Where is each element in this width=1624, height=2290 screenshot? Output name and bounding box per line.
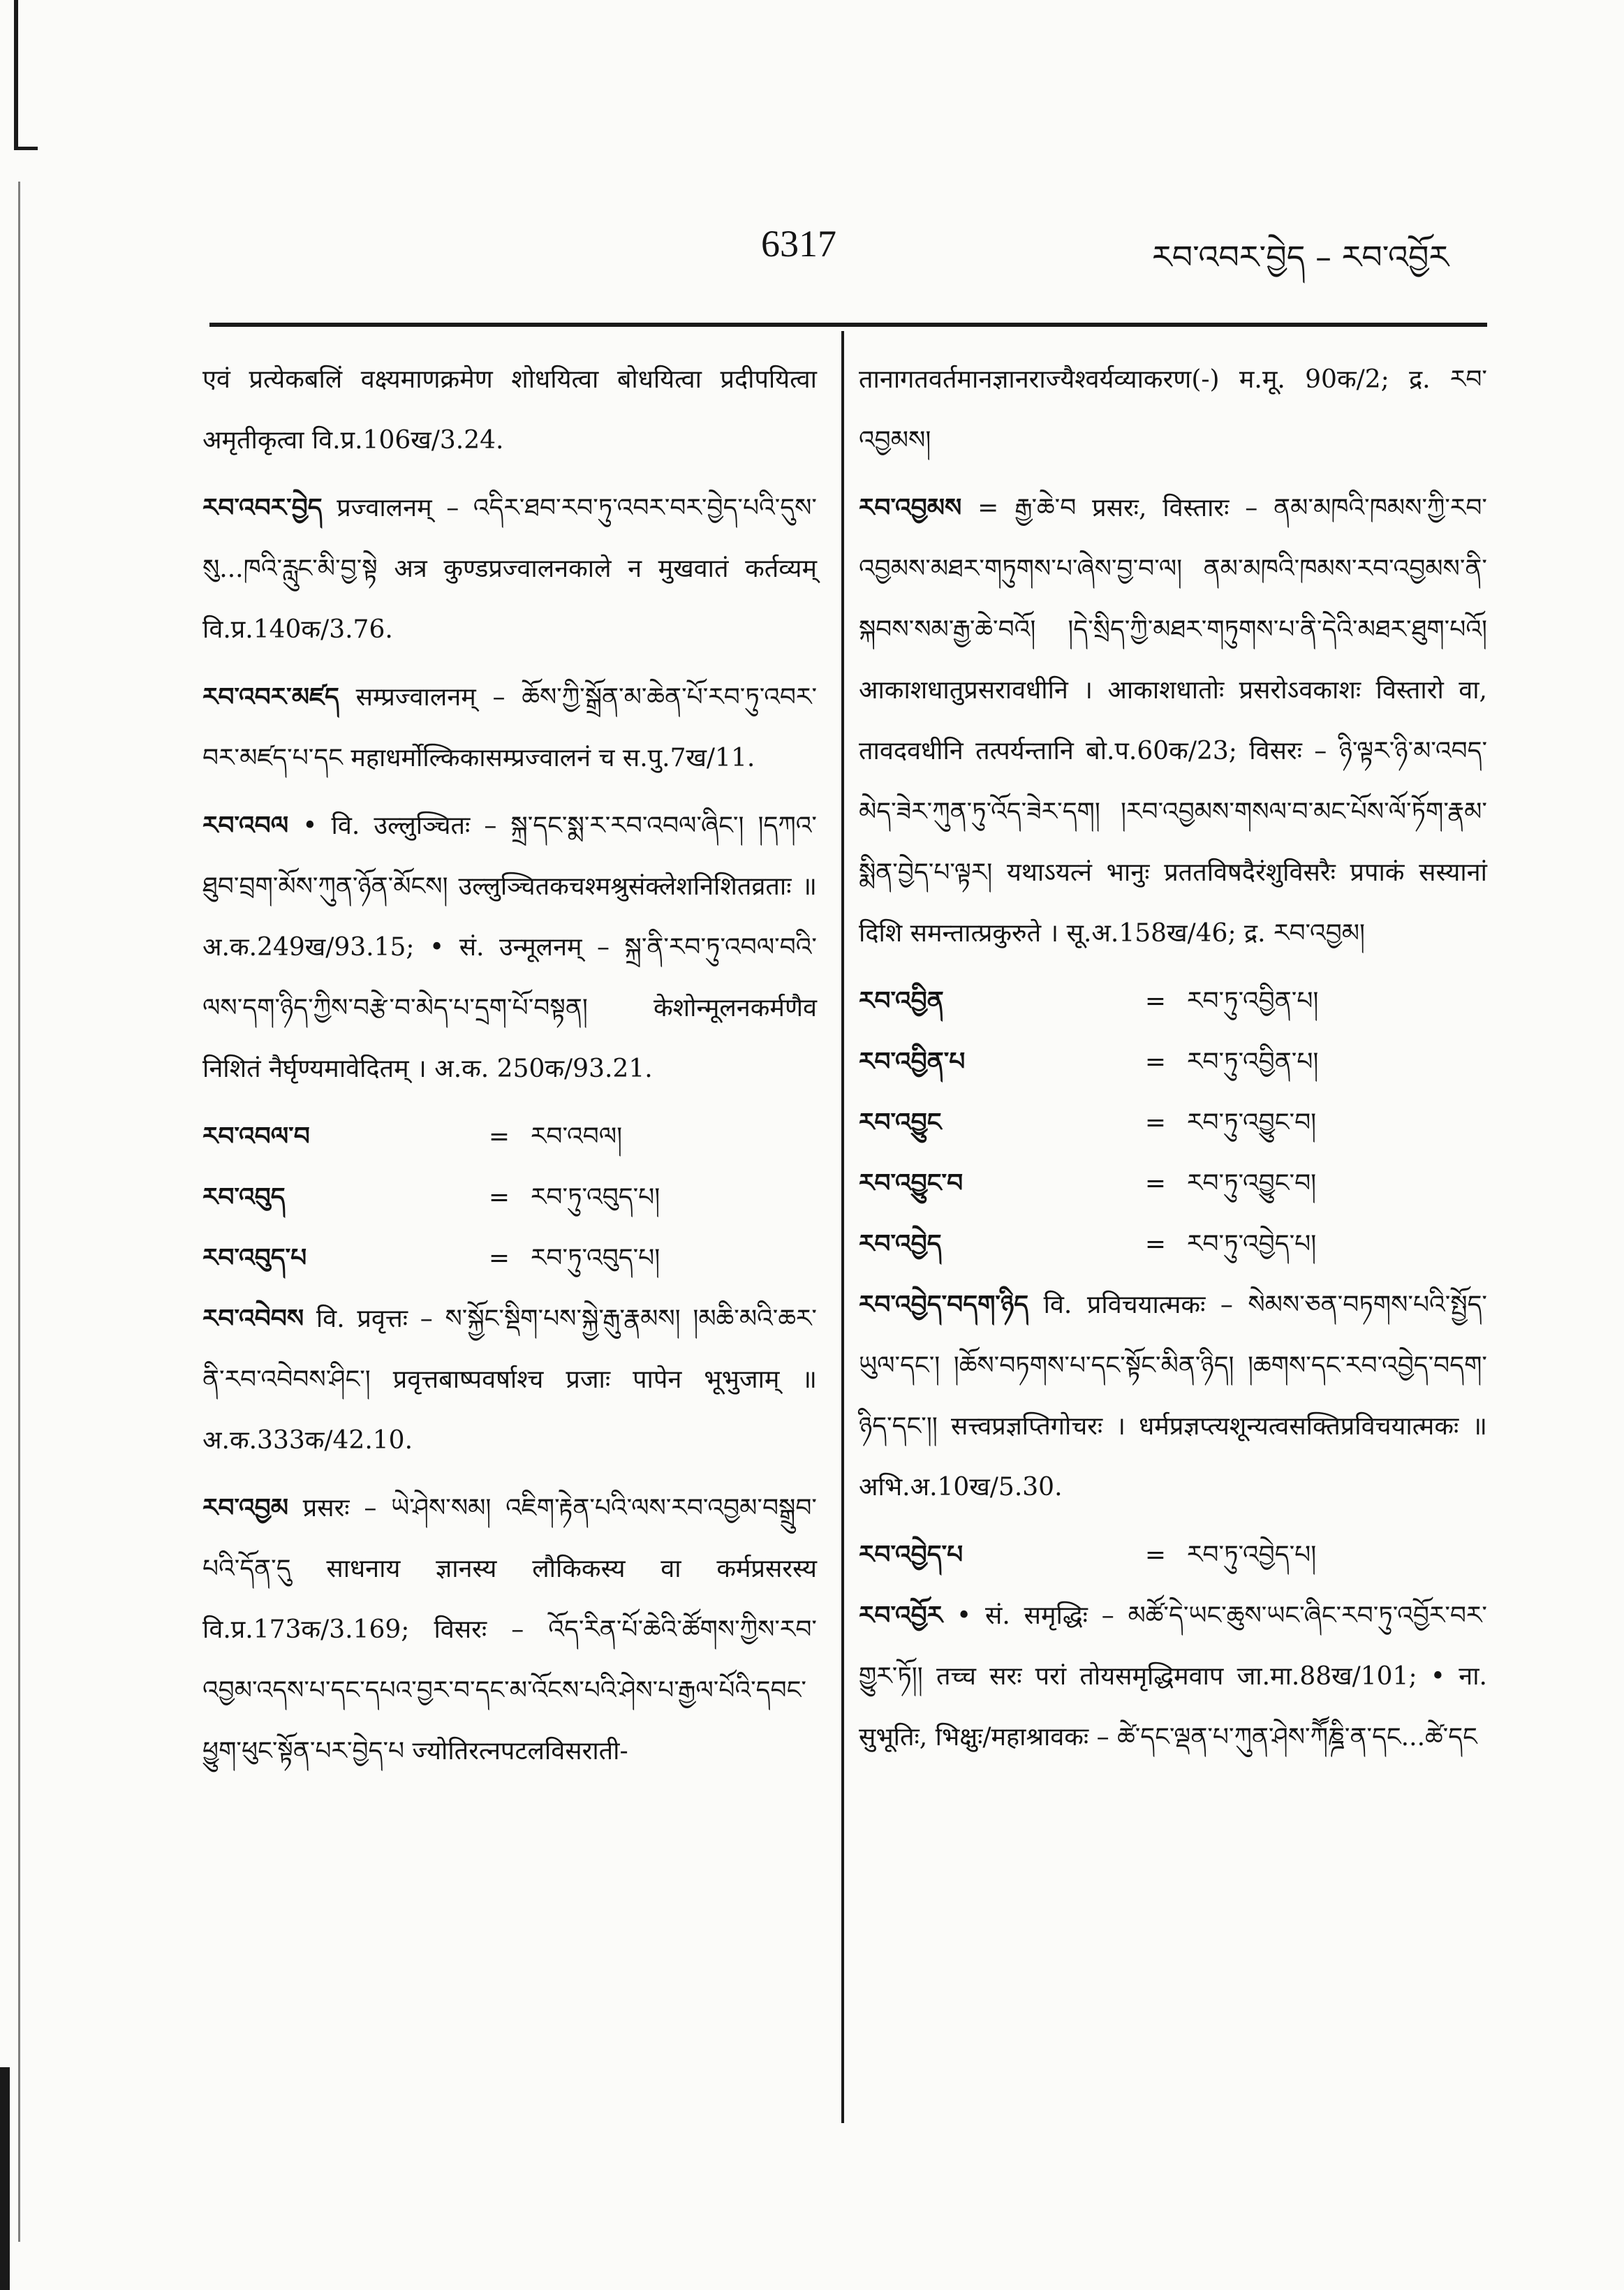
entry-body: • वि. उल्लुञ्चितः – སྐྲ་དང་སྨ་ར་རབ་འབལ་ཞིང་། །དཀའ་ཐུབ་བྲག་མོས་ཀུན་ཉོན་མོངས། उल्लुञ्चितकचश्मश्रुसंक्लेशनिशितव्रताः ॥ अ.क.249ख/93.15; • सं. उन्मूलनम् – སྐྲ་ནི་རབ་ཏུ་འབལ་བའི་ལས་དག་ཉིད་ཀྱིས་བརྩེ་བ་མེད་པ་དྲག་པོ་བསྟན། केशोन्मूलनकर्मणैव निशितं नैर्घृण्यमावेदितम् । अ.क. 250क/93.21. [202,812,817,1083]
cross-reference [859,1092,1487,1153]
entry-body: प्रसरः – ཡེ་ཤེས་སམ། འཇིག་རྟེན་པའི་ལས་རབ་འབྱམ་བསྒྲུབ་པའི་དོན་དུ साधनाय ज्ञानस्य लौकिकस्य वा कर्मप्रसरस्य वि.प्र.173क/3.169; विसरः – འོད་རིན་པོ་ཆེའི་ཚོགས་ཀྱིས་རབ་འབྱམ་འདས་པ་དང་དཔའ་བྱར་བ་དང་མ་འོངས་པའི་ཤེས་པ་རྒྱལ་པོའི་དབང་ཕྱུག་ཕུང་སྟོན་པར་བྱེད་པ ज्योतिरत्नपटलविसराती- [202,1494,817,1766]
cross-reference [859,971,1487,1032]
xref-equals: = [1144,987,1167,1015]
xref-target: རབ་འབལ། [531,1122,623,1151]
entry-body: = རྒྱ་ཆེ་བ प्रसरः, विस्तारः – ནམ་མཁའི་ཁམས་ཀྱི་རབ་འབྱམས་མཐར་གཏུགས་པ་ཞེས་བྱ་བ་ལ། ནམ་མཁའི་ཁམས་རབ་འབྱམས་ནི་སྐབས་སམ་རྒྱ་ཆེ་བའོ། །དེ་སྲིད་ཀྱི་མཐར་གཏུགས་པ་ནི་དེའི་མཐར་ཐུག་པའོ། आकाशधातुप्रसरावधीनि । आकाशधातोः प्रसरोऽवकाशः विस्तारो वा, तावदवधीनि तत्पर्यन्तानि बो.प.60क/23; विसरः – ཉི་ལྟར་ཉི་མ་འབད་མེད་ཟེར་ཀུན་ཏུ་འོད་ཟེར་དག། །རབ་འབྱམས་གསལ་བ་མང་པོས་ལོ་ཏོག་རྣམ་སྨིན་བྱེད་པ་ལྟར། यथाऽयत्नं भानुः प्रततविषदैरंशुविसरैः प्रपाकं सस्यानां दिशि समन्तात्प्रकुरुते । सू.अ.158ख/46; द्र. རབ་འབྱམ། [859,494,1487,948]
entry-body: तानागतवर्तमानज्ञानराज्यैश्वर्यव्याकरण(-) म.मू. 90क/2; द्र. རབ་འབྱམས། [859,365,1487,455]
entry-headword: རབ་འབྱམས [859,494,962,522]
entry-headword: རབ་འབྱེད་བདག་ཉིད [859,1291,1029,1319]
dictionary-entry [859,1275,1487,1518]
xref-equals: = [1144,1541,1167,1569]
dictionary-entry [202,349,817,471]
column-divider [841,331,844,2123]
xref-target: རབ་ཏུ་འབྱིན་པ། [1187,1048,1319,1076]
entry-headword: རབ་འབེབས [202,1305,304,1333]
entry-body: एवं प्रत्येकबलिं वक्ष्यमाणक्रमेण शोधयित्वा बोधयित्वा प्रदीपयित्वा अमृतीकृत्वा वि.प्र.106ख/3.24. [202,365,817,455]
xref-term: རབ་འབྱུང་བ [859,1169,964,1198]
dictionary-entry [202,1478,817,1782]
entry-headword: རབ་འབར་མཛད [202,683,339,712]
xref-term: རབ་འབྱེད [859,1230,942,1258]
dictionary-entry [202,795,817,1099]
xref-term: རབ་འབུད་པ [202,1244,307,1272]
xref-target: རབ་ཏུ་འབྱེད་པ། [1187,1230,1317,1258]
cross-reference [859,1525,1487,1585]
xref-target: རབ་ཏུ་འབུད་པ། [531,1244,660,1272]
dictionary-entry [202,667,817,788]
xref-term: རབ་འབུད [202,1183,286,1212]
xref-equals: = [488,1244,510,1272]
xref-target: རབ་ཏུ་འབྱིན་པ། [1187,987,1319,1015]
scan-edge-tick [14,147,38,150]
dictionary-entry [859,1585,1487,1768]
xref-term: རབ་འབྱིན [859,987,944,1015]
xref-equals: = [488,1122,510,1151]
scan-edge-line [18,182,20,2242]
entry-body: • सं. समृद्धिः – མཚོ་དེ་ཡང་ཆུས་ཡང་ཞིང་རབ་ཏུ་འབྱོར་བར་གྱུར་ཏོ།། तच्च सरः परां तोयसमृद्धिमवाप जा.मा.88ख/101; • ना. सुभूतिः, भिक्षुः/महाश्रावकः – ཚེ་དང་ལྡན་པ་ཀུན་ཤེས་ཀཽཎྜི་ན་དང...ཚེ་དང [859,1601,1487,1752]
entry-body: प्रज्वालनम् – འདིར་ཐབ་རབ་ཏུ་འབར་བར་བྱེད་པའི་དུས་སུ...ཁའི་རླུང་མི་བྱ་སྟེ अत्र कुण्डप्रज्वालनकाले न मुखवातं कर्तव्यम् वि.प्र.140क/3.76. [202,494,817,644]
cross-reference [859,1153,1487,1214]
dictionary-entry [859,478,1487,964]
xref-target: རབ་ཏུ་འབྱུང་བ། [1187,1108,1317,1137]
entry-body: वि. प्रविचयात्मकः – སེམས་ཅན་བཏགས་པའི་སྤྱོད་ཡུལ་དང་། །ཆོས་བཏགས་པ་དང་སྟོང་མིན་ཉིད། །ཆགས་དང་རབ་འབྱེད་བདག་ཉིད་དང་།། सत्त्वप्रज्ञप्तिगोचरः । धर्मप्रज्ञप्त्यशून्यत्वसक्तिप्रविचयात्मकः ॥ अभि.अ.10ख/5.30. [859,1291,1487,1502]
xref-target: རབ་ཏུ་འབྱུང་བ། [1187,1169,1317,1198]
left-column [202,349,817,1789]
entry-headword: རབ་འབྱམ [202,1494,289,1522]
xref-equals: = [1144,1108,1167,1137]
xref-target: རབ་ཏུ་འབྱེད་པ། [1187,1541,1317,1569]
right-column [859,349,1487,1775]
xref-equals: = [1144,1048,1167,1076]
scan-edge-bottom [0,2067,10,2290]
xref-equals: = [488,1183,510,1212]
entry-headword: རབ་འབར་བྱེད [202,494,323,522]
cross-reference [202,1167,817,1228]
header-rule [209,323,1487,327]
running-head: རབ་འབར་བྱེད – རབ་འབྱོར [1152,238,1449,276]
cross-reference [859,1214,1487,1275]
xref-term: རབ་འབྱུང [859,1108,942,1137]
xref-equals: = [1144,1230,1167,1258]
entry-body: सम्प्रज्वालनम् – ཆོས་ཀྱི་སྒྲོན་མ་ཆེན་པོ་རབ་ཏུ་འབར་བར་མཛད་པ་དང महाधर्मोल्किकासम्प्रज्वालनं च स.पु.7ख/11. [202,683,818,772]
entry-body: वि. प्रवृत्तः – ས་སྐྱོང་སྡིག་པས་སྐྱེ་རྒུ་རྣམས། །མཆི་མའི་ཆར་ནི་རབ་འབེབས་ཤིང་། प्रवृत्तबाष्पवर्षाश्च प्रजाः पापेन भूभुजाम् ॥ अ.क.333क/42.10. [202,1305,817,1455]
dictionary-entry [859,349,1487,471]
xref-term: རབ་འབྱེད་པ [859,1541,964,1569]
cross-reference [859,1032,1487,1092]
dictionary-entry [202,478,817,660]
page-number: 6317 [761,223,836,265]
entry-headword: རབ་འབྱོར [859,1601,943,1630]
scan-edge-top [14,0,18,150]
entry-headword: རབ་འབལ [202,812,289,840]
cross-reference [202,1228,817,1289]
dictionary-entry [202,1289,817,1471]
cross-reference [202,1106,817,1167]
xref-term: རབ་འབལ་བ [202,1122,310,1151]
xref-target: རབ་ཏུ་འབུད་པ། [531,1183,660,1212]
xref-term: རབ་འབྱིན་པ [859,1048,966,1076]
xref-equals: = [1144,1169,1167,1198]
